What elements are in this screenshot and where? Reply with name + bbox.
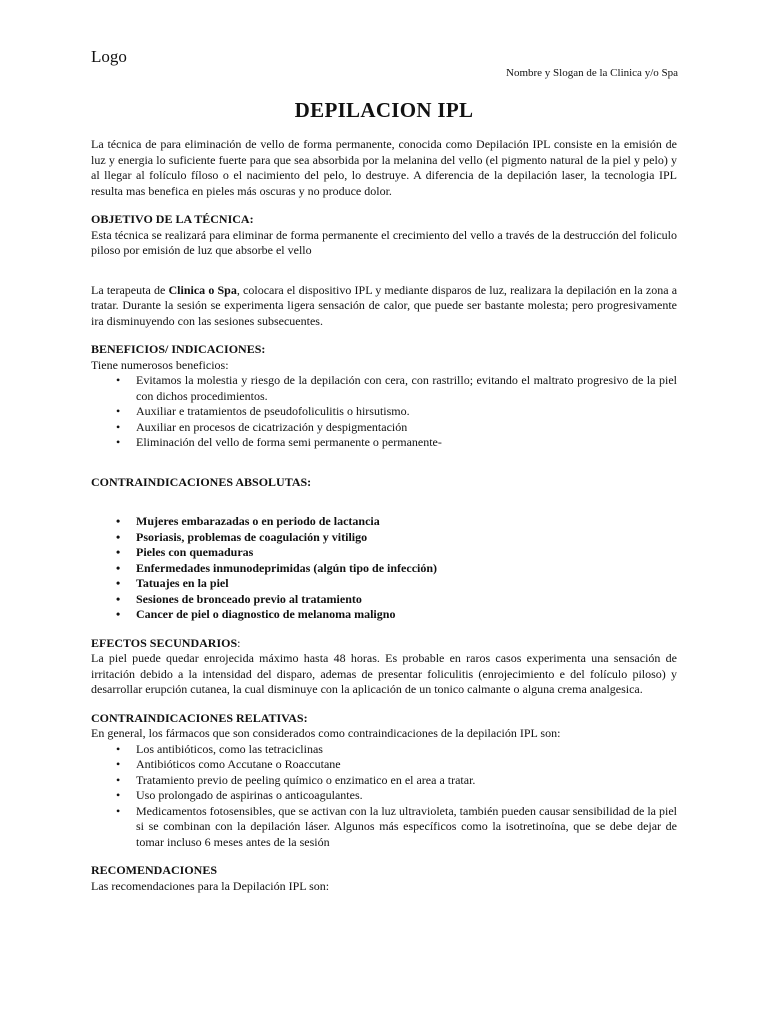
- document-body: [91, 96, 677, 894]
- list-item: • Los antibióticos, como las tetraciclinas: [136, 742, 677, 758]
- list-item: • Medicamentos fotosensibles, que se activan con la luz ultravioleta, también pueden causar sensibilidad de la piel si se combinan con la depilación láser. Algunos más específicos como la isotretinoína, que se debe dejar de tomar incluso 6 meses antes de la sesión: [136, 804, 677, 851]
- list-item: • Enfermedades inmunodeprimidas (algún tipo de infección): [136, 561, 677, 577]
- list-item: • Evitamos la molestia y riesgo de la depilación con cera, con rastrillo; evitando el maltrato progresivo de la piel con dichos procedimientos.: [136, 373, 677, 404]
- list-item: • Antibióticos como Accutane o Roaccutane: [136, 757, 677, 773]
- contra-relativas-list: [91, 742, 677, 851]
- list-item: • Uso prolongado de aspirinas o anticoagulantes.: [136, 788, 677, 804]
- clinic-name-bold: Clinica o Spa: [168, 282, 237, 297]
- list-item: • Tatuajes en la piel: [136, 576, 677, 592]
- efectos-text: La piel puede quedar enrojecida máximo hasta 48 horas. Es probable en raros casos experimenta una sensación de irritación debido a la intensidad del disparo, ademas de presentar foliculitis (enrojecimiento e del folículo piloso) y desarrollar erupción cutanea, la cual disminuye con la aplicación de un tonico calmante o alguna crema analgesica.: [91, 651, 677, 696]
- intro-paragraph: La técnica de para eliminación de vello de forma permanente, conocida como Depilación IPL consiste en la emisión de luz y energia lo suficiente fuerte para que sea absorbida por la melanina del vello (el pigmento natural de la piel y pelo) y al llegar al folículo fíloso o el nacimiento del pelo, lo destruye. A diferencia de la depilación laser, la tecnologia IPL resulta mas benefica en pieles más oscuras y no produce dolor.: [91, 137, 677, 198]
- list-item: • Mujeres embarazadas o en periodo de lactancia: [136, 514, 677, 530]
- terapeuta-paragraph: [91, 283, 677, 330]
- beneficios-list: [91, 373, 677, 451]
- efectos-heading: EFECTOS SECUNDARIOS: [91, 635, 238, 650]
- contra-absolutas-list: [91, 514, 677, 623]
- efectos-heading-line: [91, 636, 677, 652]
- objetivo-heading: OBJETIVO DE LA TÉCNICA:: [91, 212, 254, 226]
- contra-relativas-heading: CONTRAINDICACIONES RELATIVAS:: [91, 710, 308, 725]
- list-item: • Eliminación del vello de forma semi permanente o permanente-: [136, 435, 677, 451]
- contra-relativas-intro: En general, los fármacos que son considerados como contraindicaciones de la depilación IPL son:: [91, 726, 561, 740]
- beneficios-heading: BENEFICIOS/ INDICACIONES:: [91, 342, 266, 356]
- list-item: • Sesiones de bronceado previo al tratamiento: [136, 592, 677, 608]
- logo-placeholder: Logo: [91, 47, 127, 66]
- recomendaciones-text: Las recomendaciones para la Depilación IPL son:: [91, 878, 330, 893]
- list-item: • Psoriasis, problemas de coagulación y vitiligo: [136, 530, 677, 546]
- list-item: • Tratamiento previo de peeling químico o enzimatico en el area a tratar.: [136, 773, 677, 789]
- list-item: • Cancer de piel o diagnostico de melanoma maligno: [136, 607, 677, 623]
- objetivo-text: Esta técnica se realizará para eliminar de forma permanente el crecimiento del vello a través de la destrucción del foliculo piloso por emisión de luz que absorbe el vello: [91, 227, 677, 257]
- beneficios-intro: Tiene numerosos beneficios:: [91, 357, 229, 372]
- efectos-colon: :: [237, 635, 241, 650]
- clinic-slogan: Nombre y Slogan de la Clinica y/o Spa: [506, 67, 678, 79]
- contra-absolutas-heading: CONTRAINDICACIONES ABSOLUTAS:: [91, 474, 312, 489]
- list-item: • Pieles con quemaduras: [136, 545, 677, 561]
- list-item: • Auxiliar e tratamientos de pseudofoliculitis o hirsutismo.: [136, 404, 677, 420]
- terapeuta-text-before: La terapeuta de: [91, 282, 169, 297]
- page-title: DEPILACION IPL: [294, 98, 474, 122]
- terapeuta-text-after: , colocara el dispositivo IPL y mediante disparos de luz, realizara la depilación en la zona a tratar. Durante la sesión se experimenta ligera sensación de calor, que puede ser bastante molesta; pero progresivamente ira disminuyendo con las sesiones subsecuentes.: [91, 282, 678, 328]
- list-item: • Auxiliar en procesos de cicatrización y despigmentación: [136, 420, 677, 436]
- recomendaciones-heading: RECOMENDACIONES: [91, 863, 218, 877]
